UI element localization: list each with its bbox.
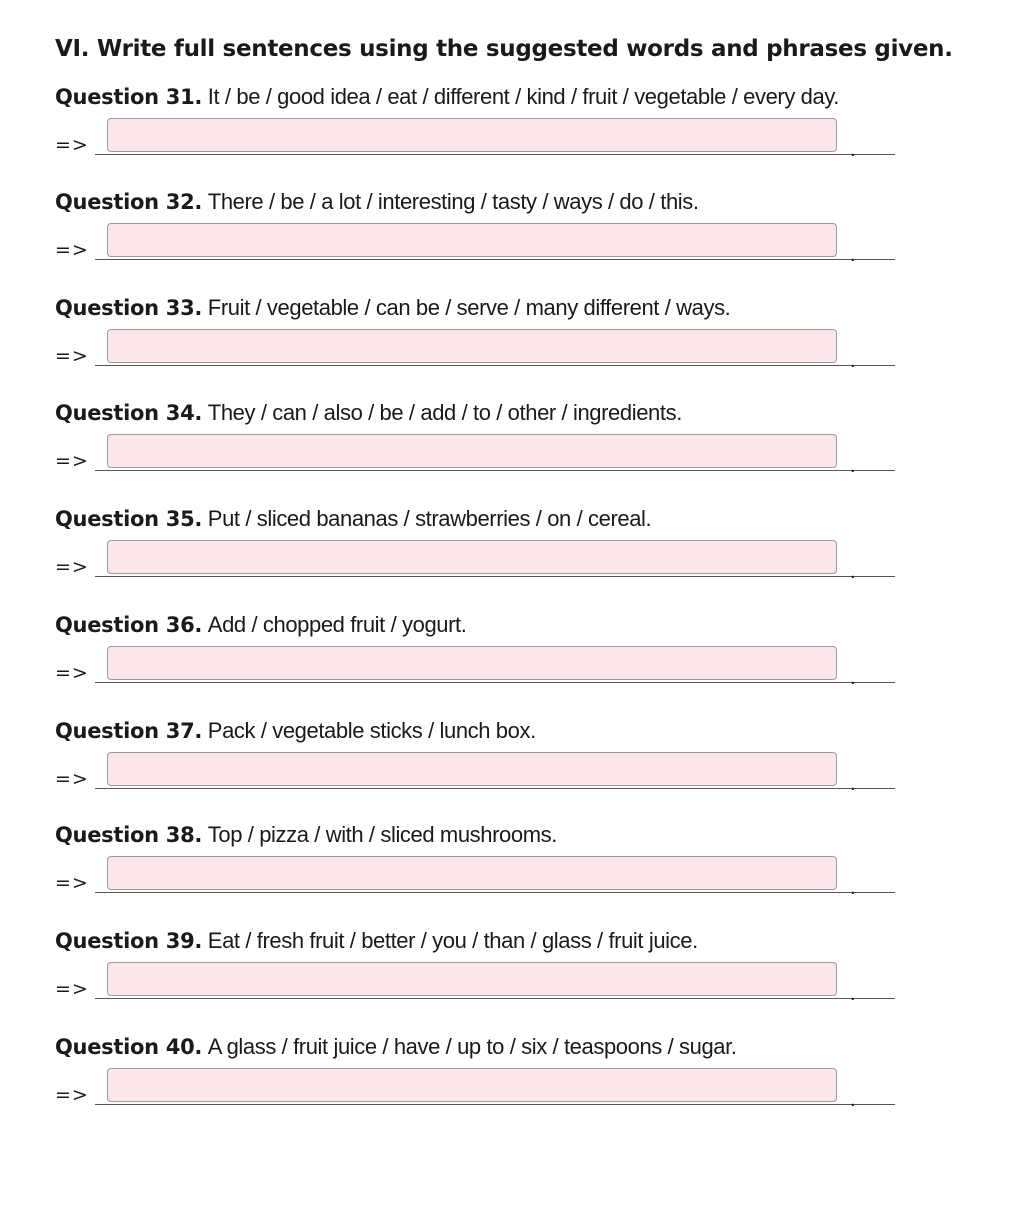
question-prompt: It / be / good idea / eat / different / kind / fruit / vegetable / every day. <box>207 84 840 109</box>
question-33 <box>55 295 1015 395</box>
answer-arrow: => <box>55 556 89 578</box>
question-40 <box>55 1034 1015 1134</box>
sentence-period: . <box>850 350 856 372</box>
answer-input-40[interactable] <box>107 1068 837 1102</box>
question-34 <box>55 400 1015 500</box>
answer-underline <box>95 259 895 260</box>
question-line <box>55 506 651 532</box>
question-label: Question 31. <box>55 85 203 109</box>
sentence-period: . <box>850 244 856 266</box>
question-line <box>55 189 699 215</box>
question-line <box>55 295 730 321</box>
question-line <box>55 928 698 954</box>
question-line <box>55 718 536 744</box>
answer-input-34[interactable] <box>107 434 837 468</box>
answer-underline <box>95 998 895 999</box>
question-32 <box>55 189 1015 289</box>
question-line <box>55 400 682 426</box>
question-prompt: There / be / a lot / interesting / tasty / ways / do / this. <box>207 189 699 214</box>
answer-input-39[interactable] <box>107 962 837 996</box>
question-label: Question 35. <box>55 507 203 531</box>
answer-arrow: => <box>55 345 89 367</box>
answer-input-38[interactable] <box>107 856 837 890</box>
question-label: Question 32. <box>55 190 203 214</box>
answer-arrow: => <box>55 768 89 790</box>
question-line <box>55 822 557 848</box>
sentence-period: . <box>850 983 856 1005</box>
answer-arrow: => <box>55 662 89 684</box>
question-prompt: Top / pizza / with / sliced mushrooms. <box>207 822 557 847</box>
answer-underline <box>95 470 895 471</box>
question-line <box>55 612 466 638</box>
question-label: Question 40. <box>55 1035 203 1059</box>
question-38 <box>55 822 1015 922</box>
question-prompt: Eat / fresh fruit / better / you / than / glass / fruit juice. <box>207 928 698 953</box>
section-title: VI. Write full sentences using the suggested words and phrases given. <box>55 36 953 62</box>
question-line <box>55 1034 737 1060</box>
answer-input-36[interactable] <box>107 646 837 680</box>
answer-underline <box>95 576 895 577</box>
question-label: Question 34. <box>55 401 203 425</box>
sentence-period: . <box>850 455 856 477</box>
answer-arrow: => <box>55 134 89 156</box>
question-prompt: They / can / also / be / add / to / other / ingredients. <box>207 400 682 425</box>
question-label: Question 37. <box>55 719 203 743</box>
sentence-period: . <box>850 773 856 795</box>
answer-input-33[interactable] <box>107 329 837 363</box>
question-31 <box>55 84 1015 184</box>
answer-arrow: => <box>55 1084 89 1106</box>
answer-arrow: => <box>55 239 89 261</box>
sentence-period: . <box>850 667 856 689</box>
answer-underline <box>95 788 895 789</box>
question-prompt: Fruit / vegetable / can be / serve / many different / ways. <box>207 295 731 320</box>
answer-arrow: => <box>55 872 89 894</box>
sentence-period: . <box>850 1089 856 1111</box>
question-39 <box>55 928 1015 1028</box>
answer-underline <box>95 365 895 366</box>
answer-input-37[interactable] <box>107 752 837 786</box>
question-label: Question 33. <box>55 296 203 320</box>
answer-underline <box>95 1104 895 1105</box>
answer-underline <box>95 154 895 155</box>
question-prompt: Put / sliced bananas / strawberries / on / cereal. <box>207 506 652 531</box>
question-label: Question 38. <box>55 823 203 847</box>
answer-arrow: => <box>55 450 89 472</box>
answer-arrow: => <box>55 978 89 1000</box>
question-37 <box>55 718 1015 818</box>
answer-input-35[interactable] <box>107 540 837 574</box>
answer-input-32[interactable] <box>107 223 837 257</box>
question-prompt: A glass / fruit juice / have / up to / six / teaspoons / sugar. <box>207 1034 737 1059</box>
question-36 <box>55 612 1015 712</box>
question-label: Question 39. <box>55 929 203 953</box>
sentence-period: . <box>850 139 856 161</box>
sentence-period: . <box>850 561 856 583</box>
question-35 <box>55 506 1015 606</box>
question-line <box>55 84 839 110</box>
answer-input-31[interactable] <box>107 118 837 152</box>
sentence-period: . <box>850 877 856 899</box>
question-prompt: Add / chopped fruit / yogurt. <box>207 612 467 637</box>
question-prompt: Pack / vegetable sticks / lunch box. <box>207 718 536 743</box>
question-label: Question 36. <box>55 613 203 637</box>
answer-underline <box>95 682 895 683</box>
answer-underline <box>95 892 895 893</box>
